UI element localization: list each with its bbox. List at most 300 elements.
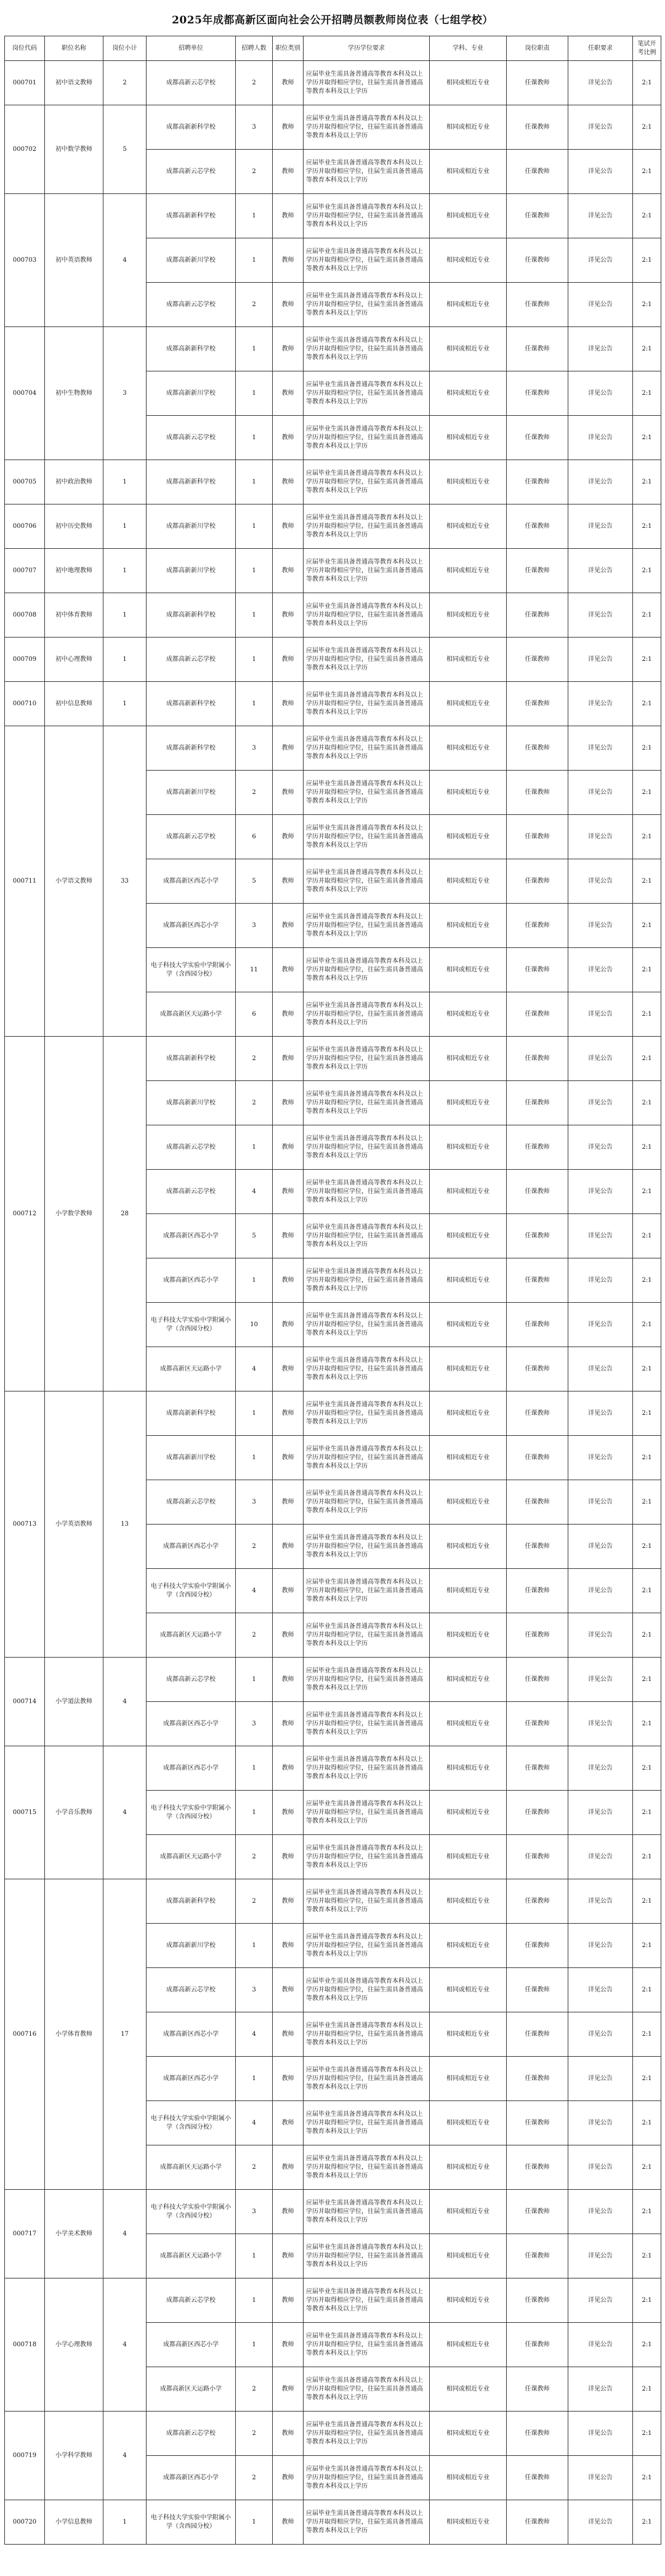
education-requirement: 应届毕业生需具备普通高等教育本科及以上学历并取得相应学位，往届生需具备普通高等教育本科及以上学历 [304,2412,430,2456]
job-duty: 任课教师 [507,2323,568,2367]
hiring-unit: 成都高新新科学校 [147,682,236,726]
hiring-count: 1 [236,2323,273,2367]
job-category: 教师 [273,859,304,904]
hiring-count: 3 [236,904,273,948]
job-requirement: 详见公告 [568,2278,633,2323]
table-row [5,1658,661,1702]
job-category: 教师 [273,1480,304,1525]
hiring-count: 1 [236,638,273,682]
education-requirement: 应届毕业生需具备普通高等教育本科及以上学历并取得相应学位，往届生需具备普通高等教育本科及以上学历 [304,2234,430,2278]
table-row [5,460,661,504]
subject-requirement: 相同或相近专业 [430,1658,507,1702]
job-code: 000715 [5,1746,45,1879]
subject-requirement: 相同或相近专业 [430,593,507,638]
subject-requirement: 相同或相近专业 [430,682,507,726]
hiring-unit: 成都高新云芯学校 [147,61,236,105]
job-duty: 任课教师 [507,2412,568,2456]
exam-ratio: 2:1 [633,771,661,815]
hiring-count: 1 [236,682,273,726]
exam-ratio: 2:1 [633,2145,661,2190]
job-requirement: 详见公告 [568,992,633,1037]
education-requirement: 应届毕业生需具备普通高等教育本科及以上学历并取得相应学位，往届生需具备普通高等教育本科及以上学历 [304,1436,430,1480]
hiring-count: 1 [236,371,273,416]
job-category: 教师 [273,1081,304,1125]
education-requirement: 应届毕业生需具备普通高等教育本科及以上学历并取得相应学位，往届生需具备普通高等教育本科及以上学历 [304,1968,430,2012]
job-duty: 任课教师 [507,283,568,327]
hiring-count: 2 [236,1037,273,1081]
hiring-count: 6 [236,992,273,1037]
job-requirement: 详见公告 [568,1214,633,1258]
hiring-count: 1 [236,194,273,238]
exam-ratio: 2:1 [633,1879,661,1924]
subject-requirement: 相同或相近专业 [430,2412,507,2456]
job-name: 初中心理教师 [45,638,103,682]
job-category: 教师 [273,1214,304,1258]
hiring-count: 3 [236,105,273,150]
job-duty: 任课教师 [507,1303,568,1347]
education-requirement: 应届毕业生需具备普通高等教育本科及以上学历并取得相应学位，往届生需具备普通高等教育本科及以上学历 [304,1125,430,1170]
exam-ratio: 2:1 [633,593,661,638]
subject-requirement: 相同或相近专业 [430,416,507,460]
job-code: 000701 [5,61,45,105]
hiring-unit: 电子科技大学实验中学附属小学（含西园分校） [147,1791,236,1835]
hiring-count: 1 [236,1436,273,1480]
job-subtotal: 1 [103,593,147,638]
job-requirement: 详见公告 [568,1879,633,1924]
education-requirement: 应届毕业生需具备普通高等教育本科及以上学历并取得相应学位，往届生需具备普通高等教育本科及以上学历 [304,2367,430,2412]
job-duty: 任课教师 [507,1480,568,1525]
job-category: 教师 [273,2323,304,2367]
subject-requirement: 相同或相近专业 [430,194,507,238]
hiring-unit: 成都高新新川学校 [147,238,236,283]
job-category: 教师 [273,682,304,726]
education-requirement: 应届毕业生需具备普通高等教育本科及以上学历并取得相应学位，往届生需具备普通高等教育本科及以上学历 [304,1214,430,1258]
table-row [5,61,661,105]
subject-requirement: 相同或相近专业 [430,992,507,1037]
job-requirement: 详见公告 [568,1391,633,1436]
job-subtotal: 1 [103,549,147,593]
hiring-count: 2 [236,1613,273,1658]
hiring-count: 1 [236,1658,273,1702]
job-duty: 任课教师 [507,1436,568,1480]
hiring-unit: 成都高新新科学校 [147,1879,236,1924]
hiring-unit: 成都高新区天运路小学 [147,1347,236,1391]
exam-ratio: 2:1 [633,1658,661,1702]
exam-ratio: 2:1 [633,1791,661,1835]
subject-requirement: 相同或相近专业 [430,1037,507,1081]
job-duty: 任课教师 [507,2500,568,2545]
subject-requirement: 相同或相近专业 [430,1081,507,1125]
job-category: 教师 [273,1879,304,1924]
subject-requirement: 相同或相近专业 [430,859,507,904]
job-requirement: 详见公告 [568,416,633,460]
job-subtotal: 1 [103,460,147,504]
exam-ratio: 2:1 [633,1037,661,1081]
table-row [5,2500,661,2545]
job-requirement: 详见公告 [568,194,633,238]
hiring-count: 1 [236,2234,273,2278]
education-requirement: 应届毕业生需具备普通高等教育本科及以上学历并取得相应学位，往届生需具备普通高等教育本科及以上学历 [304,283,430,327]
job-category: 教师 [273,1613,304,1658]
job-code: 000717 [5,2190,45,2278]
job-requirement: 详见公告 [568,1924,633,1968]
job-category: 教师 [273,1303,304,1347]
hiring-count: 3 [236,1968,273,2012]
job-category: 教师 [273,1746,304,1791]
header-row [5,36,661,61]
job-category: 教师 [273,283,304,327]
job-duty: 任课教师 [507,2145,568,2190]
subject-requirement: 相同或相近专业 [430,2012,507,2057]
exam-ratio: 2:1 [633,815,661,859]
job-category: 教师 [273,815,304,859]
education-requirement: 应届毕业生需具备普通高等教育本科及以上学历并取得相应学位，往届生需具备普通高等教育本科及以上学历 [304,1835,430,1879]
job-duty: 任课教师 [507,61,568,105]
hiring-unit: 成都高新区西芯小学 [147,904,236,948]
education-requirement: 应届毕业生需具备普通高等教育本科及以上学历并取得相应学位，往届生需具备普通高等教育本科及以上学历 [304,2145,430,2190]
hiring-count: 1 [236,1924,273,1968]
job-duty: 任课教师 [507,549,568,593]
job-requirement: 详见公告 [568,1835,633,1879]
hiring-unit: 成都高新区天运路小学 [147,2145,236,2190]
job-name: 初中地理教师 [45,549,103,593]
hiring-count: 6 [236,815,273,859]
job-requirement: 详见公告 [568,327,633,371]
hiring-unit: 成都高新新川学校 [147,1924,236,1968]
hiring-unit: 成都高新区天运路小学 [147,1835,236,1879]
job-requirement: 详见公告 [568,1746,633,1791]
job-name: 初中政治教师 [45,460,103,504]
job-requirement: 详见公告 [568,2412,633,2456]
hiring-count: 5 [236,859,273,904]
job-name: 小学信息教师 [45,2500,103,2545]
exam-ratio: 2:1 [633,327,661,371]
job-category: 教师 [273,1258,304,1303]
hiring-count: 1 [236,1258,273,1303]
education-requirement: 应届毕业生需具备普通高等教育本科及以上学历并取得相应学位，往届生需具备普通高等教育本科及以上学历 [304,1258,430,1303]
exam-ratio: 2:1 [633,726,661,771]
job-category: 教师 [273,2367,304,2412]
job-subtotal: 4 [103,194,147,327]
job-duty: 任课教师 [507,1525,568,1569]
hiring-count: 2 [236,2145,273,2190]
hiring-unit: 成都高新云芯学校 [147,2412,236,2456]
job-category: 教师 [273,593,304,638]
header-count: 招聘人数 [236,36,273,61]
job-duty: 任课教师 [507,1746,568,1791]
hiring-unit: 成都高新新科学校 [147,1391,236,1436]
subject-requirement: 相同或相近专业 [430,948,507,992]
hiring-count: 2 [236,2456,273,2500]
education-requirement: 应届毕业生需具备普通高等教育本科及以上学历并取得相应学位，往届生需具备普通高等教育本科及以上学历 [304,1613,430,1658]
job-category: 教师 [273,2412,304,2456]
job-category: 教师 [273,1569,304,1613]
job-duty: 任课教师 [507,726,568,771]
education-requirement: 应届毕业生需具备普通高等教育本科及以上学历并取得相应学位，往届生需具备普通高等教育本科及以上学历 [304,504,430,549]
hiring-count: 2 [236,1081,273,1125]
job-duty: 任课教师 [507,194,568,238]
header-education: 学历学位要求 [304,36,430,61]
job-name: 小学道法教师 [45,1658,103,1746]
job-subtotal: 1 [103,638,147,682]
hiring-count: 3 [236,1480,273,1525]
subject-requirement: 相同或相近专业 [430,2101,507,2145]
exam-ratio: 2:1 [633,2412,661,2456]
hiring-count: 2 [236,1835,273,1879]
hiring-count: 2 [236,2412,273,2456]
job-category: 教师 [273,327,304,371]
hiring-unit: 成都高新新科学校 [147,1037,236,1081]
job-requirement: 详见公告 [568,1436,633,1480]
exam-ratio: 2:1 [633,859,661,904]
hiring-unit: 成都高新区西芯小学 [147,1214,236,1258]
subject-requirement: 相同或相近专业 [430,1125,507,1170]
subject-requirement: 相同或相近专业 [430,2190,507,2234]
exam-ratio: 2:1 [633,61,661,105]
hiring-unit: 成都高新云芯学校 [147,1170,236,1214]
exam-ratio: 2:1 [633,2012,661,2057]
hiring-count: 1 [236,2057,273,2101]
job-requirement: 详见公告 [568,1702,633,1746]
job-duty: 任课教师 [507,682,568,726]
job-duty: 任课教师 [507,2278,568,2323]
subject-requirement: 相同或相近专业 [430,2367,507,2412]
hiring-count: 2 [236,1879,273,1924]
job-subtotal: 4 [103,2190,147,2278]
exam-ratio: 2:1 [633,1125,661,1170]
header-duty: 岗位职责 [507,36,568,61]
exam-ratio: 2:1 [633,1924,661,1968]
exam-ratio: 2:1 [633,2190,661,2234]
hiring-unit: 成都高新区西芯小学 [147,1525,236,1569]
job-requirement: 详见公告 [568,2101,633,2145]
exam-ratio: 2:1 [633,992,661,1037]
education-requirement: 应届毕业生需具备普通高等教育本科及以上学历并取得相应学位，往届生需具备普通高等教育本科及以上学历 [304,238,430,283]
job-subtotal: 2 [103,61,147,105]
job-duty: 任课教师 [507,1081,568,1125]
education-requirement: 应届毕业生需具备普通高等教育本科及以上学历并取得相应学位，往届生需具备普通高等教育本科及以上学历 [304,194,430,238]
subject-requirement: 相同或相近专业 [430,1835,507,1879]
subject-requirement: 相同或相近专业 [430,1214,507,1258]
exam-ratio: 2:1 [633,2367,661,2412]
job-category: 教师 [273,992,304,1037]
table-row [5,1037,661,1081]
job-category: 教师 [273,2190,304,2234]
job-category: 教师 [273,2500,304,2545]
education-requirement: 应届毕业生需具备普通高等教育本科及以上学历并取得相应学位，往届生需具备普通高等教育本科及以上学历 [304,1924,430,1968]
education-requirement: 应届毕业生需具备普通高等教育本科及以上学历并取得相应学位，往届生需具备普通高等教育本科及以上学历 [304,1480,430,1525]
job-subtotal: 3 [103,327,147,460]
job-name: 小学音乐教师 [45,1746,103,1879]
exam-ratio: 2:1 [633,150,661,194]
job-subtotal: 4 [103,1658,147,1746]
header-name: 职位名称 [45,36,103,61]
job-duty: 任课教师 [507,1037,568,1081]
education-requirement: 应届毕业生需具备普通高等教育本科及以上学历并取得相应学位，往届生需具备普通高等教育本科及以上学历 [304,549,430,593]
job-category: 教师 [273,460,304,504]
hiring-count: 10 [236,1303,273,1347]
hiring-unit: 成都高新区西芯小学 [147,2456,236,2500]
exam-ratio: 2:1 [633,371,661,416]
subject-requirement: 相同或相近专业 [430,1170,507,1214]
exam-ratio: 2:1 [633,1347,661,1391]
exam-ratio: 2:1 [633,416,661,460]
subject-requirement: 相同或相近专业 [430,1303,507,1347]
header-code: 岗位代码 [5,36,45,61]
subject-requirement: 相同或相近专业 [430,1436,507,1480]
exam-ratio: 2:1 [633,2234,661,2278]
hiring-count: 1 [236,238,273,283]
exam-ratio: 2:1 [633,682,661,726]
job-requirement: 详见公告 [568,1569,633,1613]
job-duty: 任课教师 [507,1258,568,1303]
job-duty: 任课教师 [507,593,568,638]
job-name: 初中数学教师 [45,105,103,194]
hiring-unit: 电子科技大学实验中学附属小学（含西园分校） [147,2190,236,2234]
education-requirement: 应届毕业生需具备普通高等教育本科及以上学历并取得相应学位，往届生需具备普通高等教育本科及以上学历 [304,1791,430,1835]
header-unit: 招聘单位 [147,36,236,61]
job-code: 000703 [5,194,45,327]
education-requirement: 应届毕业生需具备普通高等教育本科及以上学历并取得相应学位，往届生需具备普通高等教育本科及以上学历 [304,416,430,460]
job-duty: 任课教师 [507,1125,568,1170]
education-requirement: 应届毕业生需具备普通高等教育本科及以上学历并取得相应学位，往届生需具备普通高等教育本科及以上学历 [304,2057,430,2101]
hiring-count: 1 [236,1791,273,1835]
exam-ratio: 2:1 [633,1436,661,1480]
job-requirement: 详见公告 [568,2057,633,2101]
job-name: 小学体育教师 [45,1879,103,2190]
exam-ratio: 2:1 [633,1214,661,1258]
job-category: 教师 [273,904,304,948]
hiring-unit: 成都高新新川学校 [147,504,236,549]
table-row [5,2278,661,2323]
exam-ratio: 2:1 [633,2101,661,2145]
hiring-unit: 成都高新新科学校 [147,726,236,771]
job-duty: 任课教师 [507,2057,568,2101]
hiring-unit: 成都高新新科学校 [147,105,236,150]
exam-ratio: 2:1 [633,105,661,150]
hiring-count: 1 [236,1125,273,1170]
subject-requirement: 相同或相近专业 [430,2145,507,2190]
job-duty: 任课教师 [507,105,568,150]
table-row [5,504,661,549]
job-subtotal: 28 [103,1037,147,1391]
table-body [5,61,661,2545]
job-requirement: 详见公告 [568,1170,633,1214]
subject-requirement: 相同或相近专业 [430,2500,507,2545]
hiring-count: 1 [236,327,273,371]
job-duty: 任课教师 [507,1613,568,1658]
job-requirement: 详见公告 [568,1658,633,1702]
header-requirement: 任职要求 [568,36,633,61]
exam-ratio: 2:1 [633,2057,661,2101]
education-requirement: 应届毕业生需具备普通高等教育本科及以上学历并取得相应学位，往届生需具备普通高等教育本科及以上学历 [304,1879,430,1924]
job-category: 教师 [273,194,304,238]
job-requirement: 详见公告 [568,1081,633,1125]
job-name: 初中体育教师 [45,593,103,638]
subject-requirement: 相同或相近专业 [430,238,507,283]
education-requirement: 应届毕业生需具备普通高等教育本科及以上学历并取得相应学位，往届生需具备普通高等教育本科及以上学历 [304,1081,430,1125]
hiring-unit: 成都高新新科学校 [147,327,236,371]
education-requirement: 应届毕业生需具备普通高等教育本科及以上学历并取得相应学位，往届生需具备普通高等教育本科及以上学历 [304,1170,430,1214]
job-category: 教师 [273,2456,304,2500]
subject-requirement: 相同或相近专业 [430,1480,507,1525]
header-subtotal: 岗位小计 [103,36,147,61]
hiring-count: 2 [236,61,273,105]
job-category: 教师 [273,1702,304,1746]
job-requirement: 详见公告 [568,726,633,771]
job-category: 教师 [273,1391,304,1436]
job-duty: 任课教师 [507,948,568,992]
hiring-count: 1 [236,1746,273,1791]
job-requirement: 详见公告 [568,1347,633,1391]
table-row [5,1746,661,1791]
education-requirement: 应届毕业生需具备普通高等教育本科及以上学历并取得相应学位，往届生需具备普通高等教育本科及以上学历 [304,593,430,638]
hiring-count: 2 [236,283,273,327]
job-duty: 任课教师 [507,150,568,194]
job-code: 000716 [5,1879,45,2190]
subject-requirement: 相同或相近专业 [430,504,507,549]
exam-ratio: 2:1 [633,2500,661,2545]
subject-requirement: 相同或相近专业 [430,2234,507,2278]
job-subtotal: 5 [103,105,147,194]
hiring-unit: 成都高新区西芯小学 [147,2012,236,2057]
hiring-count: 1 [236,1391,273,1436]
hiring-unit: 成都高新新川学校 [147,771,236,815]
hiring-unit: 电子科技大学实验中学附属小学（含西园分校） [147,1303,236,1347]
hiring-count: 2 [236,771,273,815]
subject-requirement: 相同或相近专业 [430,904,507,948]
hiring-count: 1 [236,460,273,504]
hiring-unit: 成都高新云芯学校 [147,638,236,682]
job-name: 小学数学教师 [45,1037,103,1391]
job-category: 教师 [273,771,304,815]
education-requirement: 应届毕业生需具备普通高等教育本科及以上学历并取得相应学位，往届生需具备普通高等教育本科及以上学历 [304,1569,430,1613]
subject-requirement: 相同或相近专业 [430,1613,507,1658]
subject-requirement: 相同或相近专业 [430,549,507,593]
job-table [4,36,661,2545]
job-subtotal: 33 [103,726,147,1037]
job-category: 教师 [273,2101,304,2145]
subject-requirement: 相同或相近专业 [430,1391,507,1436]
job-duty: 任课教师 [507,1569,568,1613]
job-category: 教师 [273,1658,304,1702]
education-requirement: 应届毕业生需具备普通高等教育本科及以上学历并取得相应学位，往届生需具备普通高等教育本科及以上学历 [304,2323,430,2367]
exam-ratio: 2:1 [633,1303,661,1347]
job-requirement: 详见公告 [568,1791,633,1835]
education-requirement: 应届毕业生需具备普通高等教育本科及以上学历并取得相应学位，往届生需具备普通高等教育本科及以上学历 [304,1702,430,1746]
exam-ratio: 2:1 [633,1968,661,2012]
job-category: 教师 [273,371,304,416]
job-requirement: 详见公告 [568,2234,633,2278]
hiring-unit: 成都高新区西芯小学 [147,1258,236,1303]
job-duty: 任课教师 [507,327,568,371]
job-category: 教师 [273,1170,304,1214]
job-code: 000708 [5,593,45,638]
hiring-count: 1 [236,2278,273,2323]
hiring-unit: 成都高新云芯学校 [147,1125,236,1170]
job-duty: 任课教师 [507,1170,568,1214]
job-duty: 任课教师 [507,1658,568,1702]
job-requirement: 详见公告 [568,1258,633,1303]
education-requirement: 应届毕业生需具备普通高等教育本科及以上学历并取得相应学位，往届生需具备普通高等教育本科及以上学历 [304,1303,430,1347]
education-requirement: 应届毕业生需具备普通高等教育本科及以上学历并取得相应学位，往届生需具备普通高等教育本科及以上学历 [304,1391,430,1436]
exam-ratio: 2:1 [633,194,661,238]
exam-ratio: 2:1 [633,1480,661,1525]
job-code: 000712 [5,1037,45,1391]
exam-ratio: 2:1 [633,1258,661,1303]
job-requirement: 详见公告 [568,2190,633,2234]
job-name: 初中信息教师 [45,682,103,726]
